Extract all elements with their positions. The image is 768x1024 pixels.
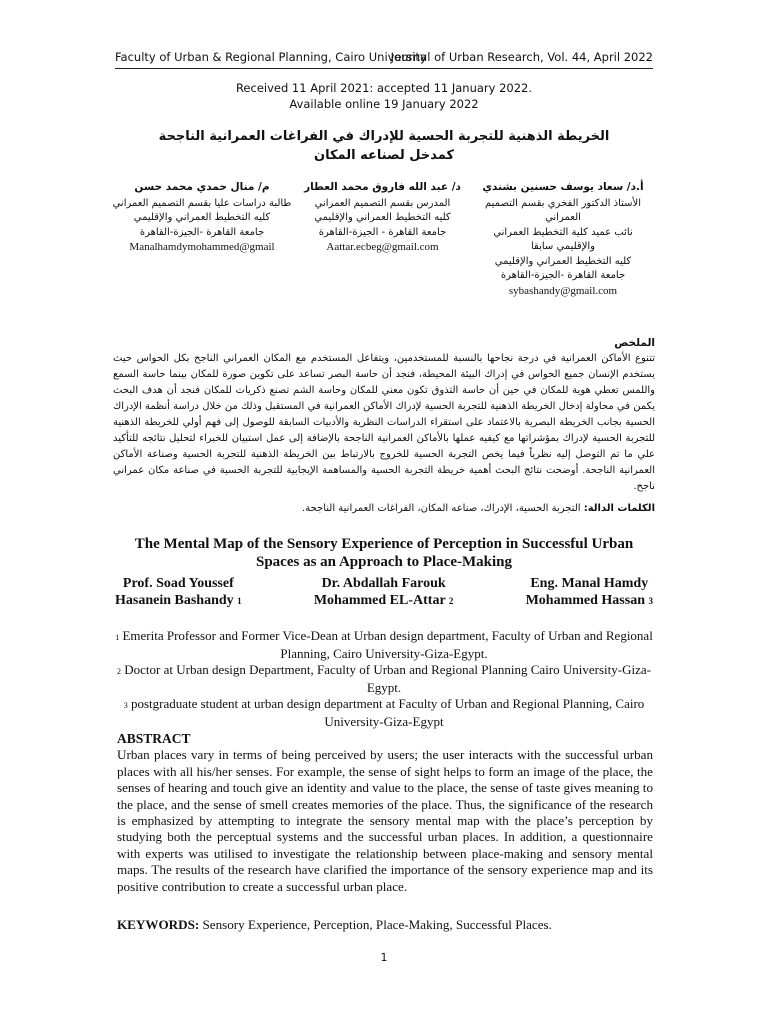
author-line: كليه التخطيط العمراني والإقليمي [494,255,632,267]
english-authors [115,575,653,610]
english-author-1 [115,575,242,610]
online-date: Available online 19 January 2022 [289,97,479,111]
affiliation-3: 3 postgraduate student at urban design department at Faculty of Urban and Regional Planning, Cairo University-Giza-Egypt [123,696,645,729]
affiliation-2: 2 Doctor at Urban design Department, Faculty of Urban and Regional Planning Cairo University-Giza-Egypt. [117,662,651,695]
arabic-author-1 [473,180,653,298]
author-line: كليه التخطيط العمراني والإقليمي [133,212,271,223]
author-email[interactable]: Aattar.ecbeg@gmail.com [326,241,439,253]
header-faculty: Faculty of Urban & Regional Planning, Cairo University [115,50,427,64]
keywords-text: Sensory Experience, Perception, Place-Making, Successful Places. [199,917,552,932]
arabic-abstract-text: تتنوع الأماكن العمرانية في درجة نجاحها بالنسبة للمستخدمين، ويتفاعل المستخدم مع المكان العمراني الناجح بكل الحواس حيث يستخدم الإنسان جميع الحواس في إدراك البيئة المحيطة، فنجد أن حاسة البصر تساعد على تكوين صورة للمكان بينما حاسة السمع واللمس تعطي هوية للمكان في حين أن حاسة التذوق تكون معني للمكان وحاسة الشم تصنع ذكريات للمكان فنجد أن هدف البحث يكمن في محاولة إدخال الخريطة الذهنية للتجربة الحسية لإدراك الأماكن العمرانية في المستقبل وذلك من خلال دراسة أنظمة الإدراك الحسية بجانب الخريطة البصرية بالاعتماد على استقراء الدراسات النظرية والأدبيات السابقة للوصول إلى فهم أولي للخريطة الذهنية للتجربة الحسية لإدراك بمؤشراتها مع كيفيه عملها بالأماكن العمرانية الناجحة بالإضافة إلى عمل استبيان للخبراء لتحليل نتائجه للتأكيد علي ما تم التوصل إليه نظرياً فيما يخص التجربة الحسية للخروج بالارتباط بين الخريطة الذهنية للتجربة الحسية وصناعة الأماكن العمرانية الناجحة. أوضحت نتائج البحث أهمية خريطة التجربة الحسية والمساهمة الإيجابية للتجربة الحسية في صناعة مكان عمراني ناجح. [113,353,655,492]
author-line: جامعة القاهرة -الجيزة-القاهرة [500,270,626,281]
author-name: م/ منال حمدي محمد حسن [134,181,270,193]
author-line: المدرس بقسم التصميم العمراني [314,197,451,209]
arabic-author-3 [112,180,292,298]
english-title: The Mental Map of the Sensory Experience of Perception in Successful Urban Spaces as an Approach to Place-Making [134,536,634,570]
english-keywords [117,917,653,933]
english-author-2 [314,575,454,610]
author-name-line: Dr. Abdallah Farouk [321,576,446,591]
author-name-line: Eng. Manal Hamdy [530,576,649,591]
received-date: Received 11 April 2021: accepted 11 January 2022. [235,81,533,95]
arabic-keywords [113,503,655,514]
header-journal: Journal of Urban Research, Vol. 44, April 2022 [390,50,653,64]
author-name: د/ عبد الله فاروق محمد العطار [304,181,461,193]
english-abstract [117,731,653,895]
author-line: جامعة القاهرة - الجيزة-القاهرة [318,226,447,238]
author-line: كليه التخطيط العمراني والإقليمي [314,212,451,223]
arabic-abstract-heading: الملخص [614,337,655,349]
author-name-line: Mohammed Hassan [525,593,645,608]
author-name-line: Hasanein Bashandy [115,593,234,608]
page-number: 1 [380,951,388,964]
author-line: طالبة دراسات عليا بقسم التصميم العمراني [112,197,292,209]
author-affil-number: 2 [448,596,454,606]
author-affil-number: 3 [648,596,653,606]
author-line: نائب عميد كلية التخطيط العمراني والإقليمي سابقا [493,226,633,252]
publication-dates [0,80,768,112]
affiliations [115,628,653,730]
author-line: الأستاذ الدكتور الفخري بقسم التصميم العمراني [484,197,641,223]
arabic-keywords-label: الكلمات الدالة: [583,503,655,514]
affiliation-1: 1 Emerita Professor and Former Vice-Dean at Urban design department, Faculty of Urban and Regional Planning, Cairo University-Giza-Egypt. [115,628,653,661]
author-name: أ.د/ سعاد يوسف حسنين بشندي [482,181,644,193]
english-author-3 [526,575,653,610]
author-line: جامعة القاهرة -الجيزة-القاهرة [139,226,265,238]
arabic-title: الخريطة الذهنية للتجربة الحسية للإدراك في الفراغات العمرانية الناجحة كمدخل لصناعه المكان [158,129,610,163]
author-email[interactable]: Manalhamdymohammed@gmail [129,241,275,253]
arabic-authors [112,180,653,298]
author-name-line: Prof. Soad Youssef [122,576,234,591]
running-header [115,50,653,69]
abstract-text: Urban places vary in terms of being perceived by users; the user interacts with the successful urban places with all his/her senses. For example, the sense of sight helps to form an image of the place, the senses of hearing and touch give an identity and value to the place, the sense of taste gives meaning to the place, and the sense of smell creates memories of the place. Thus, the significance of the research is emphasized by attempting to integrate the sensory mental map with the place’s perception by studying both the perceptual systems and the successful urban places. In addition, a questionnaire with experts was utilised to investigate the relationship between place-making and sensory mental maps. The results of the research have clarified the importance of the sensory experience map and its positive contribution to create a successful urban place. [117,747,653,894]
author-affil-number: 1 [237,596,242,606]
arabic-abstract [113,335,655,495]
abstract-heading: ABSTRACT [117,731,191,746]
author-email[interactable]: sybashandy@gmail.com [508,284,618,297]
arabic-keywords-text: التجربة الحسية، الإدراك، صناعه المكان، الفراغات العمرانية الناجحة. [302,503,584,514]
author-name-line: Mohammed EL-Attar [313,593,446,608]
arabic-author-2 [293,180,473,298]
keywords-label: KEYWORDS: [117,917,200,932]
